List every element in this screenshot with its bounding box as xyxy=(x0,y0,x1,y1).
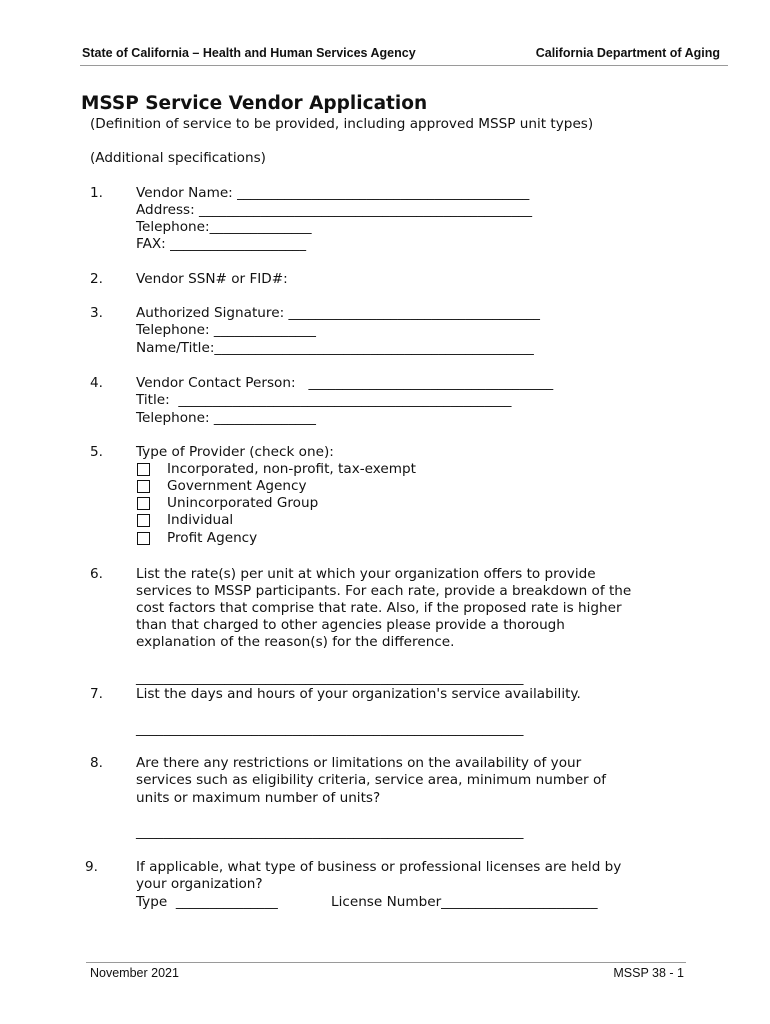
item-6-answer-line[interactable]: _________________________________________________________ xyxy=(136,670,524,686)
option-nonprofit: Incorporated, non-profit, tax-exempt xyxy=(167,461,416,477)
item-8-text-line: Are there any restrictions or limitations on the availability of your xyxy=(136,755,582,771)
intro-definition: (Definition of service to be provided, including approved MSSP unit types) xyxy=(90,116,594,132)
name-title-field[interactable]: Name/Title:_______________________________________________ xyxy=(136,340,534,356)
contact-title-field[interactable]: Title: _________________________________________________ xyxy=(136,392,512,408)
item-6-text-line: cost factors that comprise that rate. Also, if the proposed rate is higher xyxy=(136,600,622,616)
license-type-field[interactable]: Type _______________ xyxy=(136,894,278,910)
provider-type-label: Type of Provider (check one): xyxy=(136,444,334,460)
item-7-text: List the days and hours of your organization's service availability. xyxy=(136,686,581,702)
footer-form-number: MSSP 38 - 1 xyxy=(613,966,684,980)
item-1-telephone-field[interactable]: Telephone:_______________ xyxy=(136,219,312,235)
item-4-telephone-field[interactable]: Telephone: _______________ xyxy=(136,410,316,426)
item-9-text-line: your organization? xyxy=(136,876,263,892)
item-7-number: 7. xyxy=(90,686,103,702)
item-6-text-line: services to MSSP participants. For each rate, provide a breakdown of the xyxy=(136,583,632,599)
item-8-text-line: services such as eligibility criteria, service area, minimum number of xyxy=(136,772,607,788)
header-divider xyxy=(80,65,728,66)
option-government: Government Agency xyxy=(167,478,307,494)
item-3-telephone-field[interactable]: Telephone: _______________ xyxy=(136,322,316,338)
item-6-text-line: than that charged to other agencies please provide a thorough xyxy=(136,617,565,633)
item-4-number: 4. xyxy=(90,375,103,391)
checkbox-nonprofit[interactable] xyxy=(137,463,150,476)
checkbox-profit[interactable] xyxy=(137,532,150,545)
item-8-text-line: units or maximum number of units? xyxy=(136,790,381,806)
item-6-text-line: explanation of the reason(s) for the difference. xyxy=(136,634,455,650)
vendor-name-field[interactable]: Vendor Name: ___________________________________________ xyxy=(136,185,530,201)
header-department: California Department of Aging xyxy=(535,46,720,60)
checkbox-unincorporated[interactable] xyxy=(137,497,150,510)
authorized-signature-field[interactable]: Authorized Signature: _____________________________________ xyxy=(136,305,540,321)
license-number-field[interactable]: License Number_______________________ xyxy=(331,894,598,910)
item-3-number: 3. xyxy=(90,305,103,321)
footer-divider xyxy=(86,962,686,963)
item-6-text-line: List the rate(s) per unit at which your organization offers to provide xyxy=(136,566,596,582)
item-7-answer-line[interactable]: _________________________________________________________ xyxy=(136,721,524,737)
option-unincorporated: Unincorporated Group xyxy=(167,495,319,511)
intro-additional: (Additional specifications) xyxy=(90,150,266,166)
item-2-number: 2. xyxy=(90,271,103,287)
vendor-ssn-field[interactable]: Vendor SSN# or FID#: xyxy=(136,271,288,287)
item-5-number: 5. xyxy=(90,444,103,460)
item-9-text-line: If applicable, what type of business or professional licenses are held by xyxy=(136,859,622,875)
vendor-contact-field[interactable]: Vendor Contact Person: ____________________________________ xyxy=(136,375,554,391)
item-1-number: 1. xyxy=(90,185,103,201)
header-agency: State of California – Health and Human Services Agency xyxy=(82,46,416,60)
item-8-number: 8. xyxy=(90,755,103,771)
option-profit: Profit Agency xyxy=(167,530,258,546)
option-individual: Individual xyxy=(167,512,234,528)
item-9-number: 9. xyxy=(85,859,98,875)
fax-field[interactable]: FAX: ____________________ xyxy=(136,236,307,252)
item-8-answer-line[interactable]: _________________________________________________________ xyxy=(136,824,524,840)
page-title: MSSP Service Vendor Application xyxy=(81,93,428,114)
item-6-number: 6. xyxy=(90,566,103,582)
footer-date: November 2021 xyxy=(90,966,179,980)
checkbox-government[interactable] xyxy=(137,480,150,493)
checkbox-individual[interactable] xyxy=(137,514,150,527)
address-field[interactable]: Address: _________________________________________________ xyxy=(136,202,533,218)
